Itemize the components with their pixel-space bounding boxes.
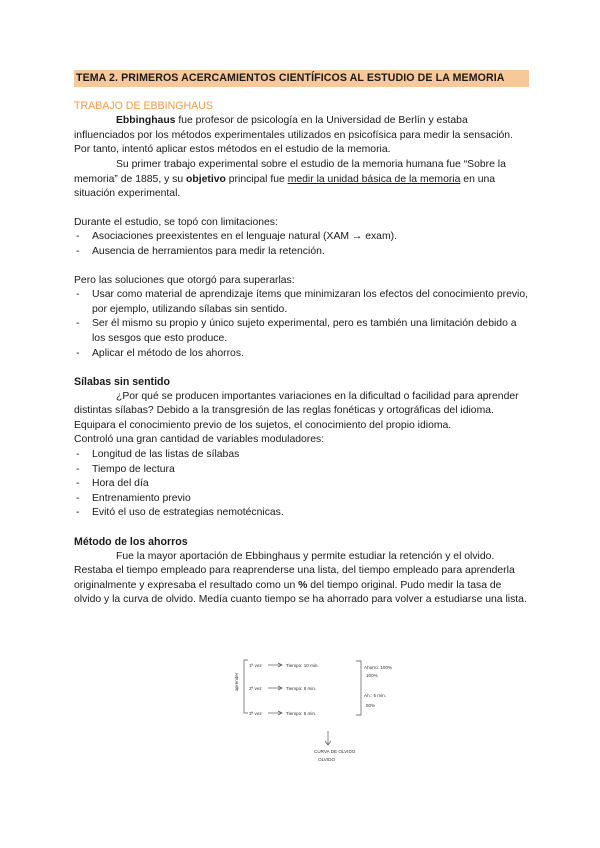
svg-text:OLVIDO: OLVIDO	[318, 757, 336, 762]
svg-text:Tiempo: 5 min.: Tiempo: 5 min.	[286, 711, 317, 716]
list-item: - Longitud de las listas de sílabas	[74, 448, 529, 463]
list-item: - Usar como material de aprendizaje ítems que minimizaran los efectos del conocimiento previo, por ejemplo, utilizando sílabas sin sentido.	[74, 288, 529, 317]
svg-text:Ahorro: 100%: Ahorro: 100%	[364, 665, 393, 670]
paragraph-first-work	[74, 158, 529, 202]
svg-text:Ah.: 5 min.: Ah.: 5 min.	[364, 693, 386, 698]
paragraph-ahorros	[74, 550, 529, 608]
list-item: - Asociaciones preexistentes en el lenguaje natural (XAM → exam).	[74, 230, 529, 245]
svg-text:Tiempo: 8 min.: Tiempo: 8 min.	[286, 686, 317, 691]
svg-text:aprender: aprender	[234, 672, 239, 691]
paragraph-text: Su primer trabajo experimental sobre el estudio de la memoria humana fue “Sobre la memoria” de 1885, y su	[74, 158, 506, 185]
paragraph-ebbinghaus-intro	[74, 114, 529, 158]
section-heading-ebbinghaus: TRABAJO DE EBBINGHAUS	[74, 99, 213, 112]
limitations-intro: Durante el estudio, se topó con limitaciones:	[74, 216, 278, 228]
paragraph-text: principal fue	[225, 173, 288, 185]
list-item: - Tiempo de lectura	[74, 463, 529, 478]
paragraph-text: del tiempo original. Pudo medir la tasa de olvido y la curva de olvido. Medía cuanto tiempo se ha ahorrado para volver a estudiarse una lista.	[74, 579, 527, 606]
document-page	[74, 70, 529, 608]
solutions-list	[74, 288, 529, 361]
list-item: - Ser él mismo su propio y único sujeto experimental, pero es también una limitación debido a los sesgos que esto produce.	[74, 317, 529, 346]
svg-text:100%: 100%	[366, 673, 378, 678]
handwritten-savings-diagram	[230, 655, 400, 765]
list-item: - Hora del día	[74, 477, 529, 492]
svg-text:2ª vez: 2ª vez	[249, 686, 262, 691]
svg-text:3ª vez: 3ª vez	[249, 711, 262, 716]
paragraph-text: Fue la mayor aportación de Ebbinghaus y permite estudiar la retención y el olvido. Restaba el tiempo empleado para reaprenderse una lista, del tiempo empleado para aprenderla originalmente y expresaba el resultado como un	[74, 550, 515, 591]
svg-text:1ª vez: 1ª vez	[249, 663, 262, 668]
bold-term: Ebbinghaus	[116, 115, 176, 127]
underlined-text: medir la unidad básica de la memoria	[287, 173, 461, 185]
paragraph-text: en una situación experimental.	[74, 173, 496, 200]
list-item: - Ausencia de herramientos para medir la retención.	[74, 245, 529, 260]
svg-text:Tiempo: 10 min.: Tiempo: 10 min.	[286, 663, 319, 668]
variables-list	[74, 448, 529, 521]
list-item: - Evitó el uso de estrategias nemotécnicas.	[74, 506, 529, 521]
paragraph-text: fue profesor de psicología en la Universidad de Berlín y estaba influenciados por los métodos experimentales utilizados en psicofísica para medir la sensación. Por tanto, intentó aplicar estos métodos en el estudio de la memoria.	[74, 115, 513, 156]
bold-term: %	[298, 579, 308, 591]
paragraph-variables: Controló una gran cantidad de variables moduladores:	[74, 434, 325, 446]
paragraph-silabas: ¿Por qué se producen importantes variaciones en la dificultad o facilidad para aprender distintas sílabas? Debido a la transgresión de las reglas fonéticas y ortográficas del idioma. Equipara el conocimiento previo de los sujetos, el conocimiento del propio idioma.	[74, 390, 519, 431]
solutions-intro: Pero las soluciones que otorgó para superarlas:	[74, 274, 295, 286]
list-item: - Aplicar el método de los ahorros.	[74, 347, 529, 362]
section-heading-ahorros: Método de los ahorros	[74, 536, 188, 549]
page-title: TEMA 2. PRIMEROS ACERCAMIENTOS CIENTÍFICOS AL ESTUDIO DE LA MEMORIA	[74, 70, 529, 87]
svg-text:CURVA DE OLVIDO: CURVA DE OLVIDO	[314, 749, 356, 754]
limitations-list	[74, 230, 529, 259]
svg-text:50%: 50%	[366, 703, 376, 708]
bold-term: objetivo	[186, 173, 226, 185]
section-heading-silabas: Sílabas sin sentido	[74, 376, 170, 389]
list-item: - Entrenamiento previo	[74, 492, 529, 507]
